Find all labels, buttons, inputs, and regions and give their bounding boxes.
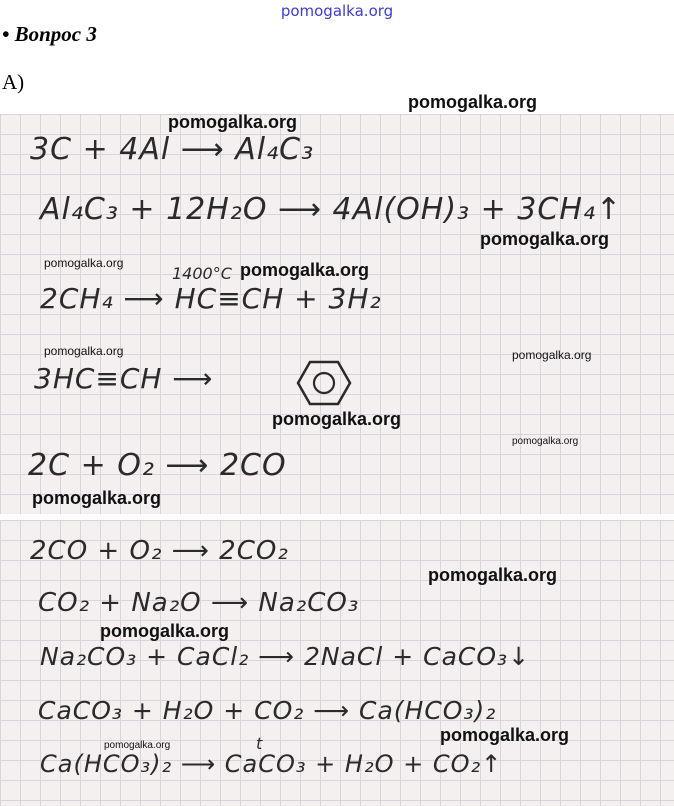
- equation-5: 2C + O₂ ⟶ 2CO: [28, 448, 287, 483]
- watermark: pomogalka.org: [512, 348, 592, 362]
- equation-3: 2CH₄ ⟶ HC≡CH + 3H₂: [40, 282, 382, 315]
- equation-10: Ca(HCO₃)₂ ⟶ CaCO₃ + H₂O + CO₂↑: [40, 750, 503, 778]
- condition-temperature: 1400°C: [172, 264, 232, 283]
- equation-1: 3C + 4Al ⟶ Al₄C₃: [30, 132, 315, 167]
- watermark: pomogalka.org: [168, 112, 298, 132]
- equation-7: CO₂ + Na₂O ⟶ Na₂CO₃: [38, 588, 360, 618]
- watermark: pomogalka.org: [240, 260, 370, 280]
- watermark: pomogalka.org: [100, 621, 230, 641]
- watermark: pomogalka.org: [44, 344, 124, 358]
- watermark: pomogalka.org: [104, 740, 171, 751]
- watermark: pomogalka.org: [32, 488, 162, 508]
- site-title[interactable]: pomogalka.org: [280, 2, 394, 20]
- watermark: pomogalka.org: [408, 92, 538, 112]
- watermark: pomogalka.org: [44, 256, 124, 270]
- condition-heating: t: [256, 734, 263, 753]
- notebook-sheet-1: [0, 114, 674, 514]
- watermark: pomogalka.org: [480, 229, 610, 249]
- notebook-sheet-2: [0, 520, 674, 806]
- equation-2: Al₄C₃ + 12H₂O ⟶ 4Al(OH)₃ + 3CH₄↑: [40, 192, 623, 227]
- watermark: pomogalka.org: [428, 565, 558, 585]
- equation-9: CaCO₃ + H₂O + CO₂ ⟶ Ca(HCO₃)₂: [38, 696, 497, 725]
- part-label: А): [2, 70, 25, 94]
- equation-6: 2CO + O₂ ⟶ 2CO₂: [30, 536, 289, 566]
- question-heading: • Вопрос 3: [2, 22, 97, 46]
- watermark: pomogalka.org: [512, 436, 579, 447]
- equation-8: Na₂CO₃ + CaCl₂ ⟶ 2NaCl + CaCO₃↓: [40, 642, 531, 671]
- watermark: pomogalka.org: [272, 409, 402, 429]
- watermark: pomogalka.org: [440, 725, 570, 745]
- equation-4: 3HC≡CH ⟶: [34, 362, 214, 395]
- benzene-ring-icon: [296, 358, 352, 408]
